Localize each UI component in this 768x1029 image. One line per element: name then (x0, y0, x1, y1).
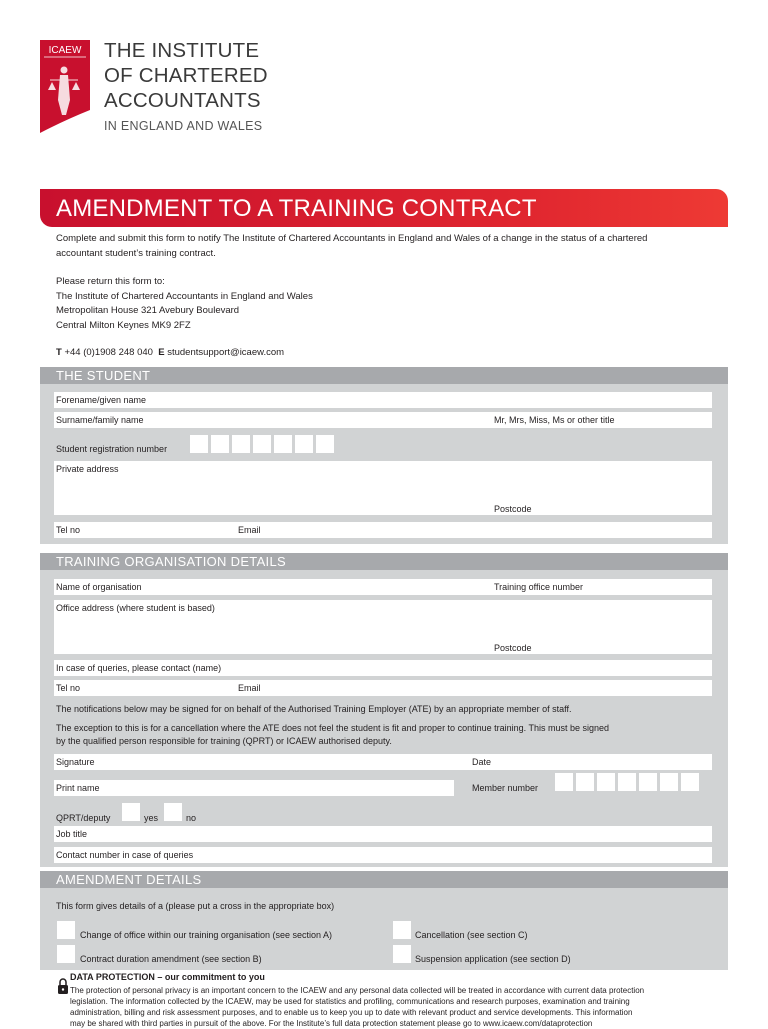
icaew-logo (40, 40, 90, 133)
suspension-label: Suspension application (see section D) (415, 954, 571, 964)
address-line3: Central Milton Keynes MK9 2FZ (56, 319, 191, 331)
office-number-label: Training office number (494, 582, 584, 592)
date-label: Date (472, 757, 492, 767)
data-protection-title: DATA PROTECTION – our commitment to you (70, 972, 265, 982)
lock-icon (58, 978, 68, 994)
cancellation-checkbox[interactable] (393, 921, 411, 939)
dp-line1: The protection of personal privacy is an important concern to the ICAEW and any personal data collected will be treated in accordance with current data protection (70, 986, 645, 995)
reg-digit-box[interactable] (211, 435, 229, 453)
exception-note-line1: The exception to this is for a cancellation where the ATE does not feel the student is fit and proper to continue training. This must be signed (56, 723, 609, 733)
suspension-checkbox[interactable] (393, 945, 411, 963)
signature-field[interactable] (54, 754, 712, 770)
dp-line2: legislation. The information collected by the ICAEW, may be used for statistics and profiling, communications and research purposes, examination and training (70, 997, 630, 1006)
member-digit-box[interactable] (597, 773, 615, 791)
org-tel-email-field[interactable] (54, 680, 712, 696)
duration-checkbox[interactable] (57, 945, 75, 963)
org-tel-label: Tel no (56, 683, 81, 693)
return-label: Please return this form to: (56, 276, 165, 287)
org-name (104, 38, 268, 133)
amendment-panel (40, 888, 728, 970)
surname-label: Surname/family name (56, 415, 144, 425)
change-office-label: Change of office within our training organisation (see section A) (80, 930, 332, 940)
reg-digit-box[interactable] (232, 435, 250, 453)
student-tel-email-field[interactable] (54, 522, 712, 538)
member-digit-box[interactable] (681, 773, 699, 791)
intro-line2: accountant student’s training contract. (56, 247, 216, 259)
contact-line (56, 346, 284, 361)
amendment-heading: AMENDMENT DETAILS (56, 872, 202, 887)
change-office-checkbox[interactable] (57, 921, 75, 939)
return-address (56, 275, 313, 333)
member-digit-box[interactable] (639, 773, 657, 791)
job-title-field[interactable] (54, 826, 712, 842)
reg-number-label: Student registration number (56, 444, 168, 454)
email-prefix: E (158, 347, 165, 358)
contact-name-label: In case of queries, please contact (name) (56, 663, 222, 673)
org-name-label: Name of organisation (56, 582, 142, 592)
reg-digit-box[interactable] (274, 435, 292, 453)
tel-prefix: T (56, 347, 62, 358)
intro-line1: Complete and submit this form to notify The Institute of Chartered Accountants in England and Wales of a change in the status of a chartered (56, 233, 648, 244)
reg-digit-box[interactable] (295, 435, 313, 453)
reg-digit-box[interactable] (253, 435, 271, 453)
org-name-sub: IN ENGLAND AND WALES (104, 119, 263, 133)
training-heading: TRAINING ORGANISATION DETAILS (56, 554, 286, 569)
org-name-field[interactable] (54, 579, 712, 595)
exception-note-line2: by the qualified person responsible for training (QPRT) or ICAEW authorised deputy. (56, 736, 392, 746)
contact-name-field[interactable] (54, 660, 712, 676)
title-bar (40, 189, 728, 227)
training-section-header (40, 553, 728, 570)
logo-word: ICAEW (48, 45, 82, 56)
qprt-no-checkbox[interactable] (164, 803, 182, 821)
student-panel (40, 384, 728, 544)
reg-digit-box[interactable] (190, 435, 208, 453)
tel-label: Tel no (56, 525, 81, 535)
tel-number: +44 (0)1908 248 040 (64, 347, 153, 358)
qprt-label: QPRT/deputy (56, 813, 111, 823)
address-label: Private address (56, 464, 119, 474)
forename-label: Forename/given name (56, 395, 147, 405)
org-email-label: Email (238, 683, 261, 693)
member-digit-box[interactable] (660, 773, 678, 791)
org-name-line1: THE INSTITUTE (104, 39, 260, 62)
member-digit-box[interactable] (618, 773, 636, 791)
address-line1: The Institute of Chartered Accountants in England and Wales (56, 290, 313, 302)
member-digit-box[interactable] (576, 773, 594, 791)
data-protection-text (70, 985, 720, 1029)
qprt-yes-checkbox[interactable] (122, 803, 140, 821)
private-address-field[interactable] (54, 461, 712, 515)
job-title-label: Job title (56, 829, 88, 839)
contact-number-label: Contact number in case of queries (56, 850, 194, 860)
forename-field[interactable] (54, 392, 712, 408)
email-address: studentsupport@icaew.com (167, 347, 285, 358)
duration-label: Contract duration amendment (see section B) (80, 954, 262, 964)
dp-line4: may be shared with third parties in pursuit of the above. For the Institute’s full data protection statement please go to www.icaew.com/dataprotection (70, 1019, 593, 1028)
signature-label: Signature (56, 757, 95, 767)
amendment-intro: This form gives details of a (please put a cross in the appropriate box) (56, 901, 335, 911)
member-digit-box[interactable] (555, 773, 573, 791)
org-postcode-label: Postcode (494, 643, 532, 653)
print-name-label: Print name (56, 783, 100, 793)
org-name-line3: ACCOUNTANTS (104, 89, 261, 112)
student-section-header (40, 367, 728, 384)
office-address-label: Office address (where student is based) (56, 603, 215, 613)
address-line2: Metropolitan House 321 Avebury Boulevard (56, 305, 240, 316)
org-name-line2: OF CHARTERED (104, 64, 268, 87)
cancellation-label: Cancellation (see section C) (415, 930, 528, 940)
member-number-label: Member number (472, 783, 539, 793)
print-name-field[interactable] (54, 780, 454, 796)
yes-label: yes (144, 813, 159, 823)
postcode-label: Postcode (494, 504, 532, 514)
student-heading: THE STUDENT (56, 368, 151, 383)
intro-paragraph (56, 232, 647, 261)
training-panel (40, 570, 728, 867)
page-title: AMENDMENT TO A TRAINING CONTRACT (56, 195, 537, 222)
office-address-field[interactable] (54, 600, 712, 654)
email-label: Email (238, 525, 261, 535)
no-label: no (186, 813, 197, 823)
ate-note: The notifications below may be signed for on behalf of the Authorised Training Employer (ATE) by an appropriate member of staff. (56, 704, 572, 714)
amendment-section-header (40, 871, 728, 888)
surname-field[interactable] (54, 412, 712, 428)
contact-number-field[interactable] (54, 847, 712, 863)
dp-line3: administration, billing and risk assessment purposes, and to enable us to keep you up to date with relevant product and service developments. This information (70, 1008, 633, 1017)
reg-digit-box[interactable] (316, 435, 334, 453)
title-label: Mr, Mrs, Miss, Ms or other title (494, 415, 615, 425)
